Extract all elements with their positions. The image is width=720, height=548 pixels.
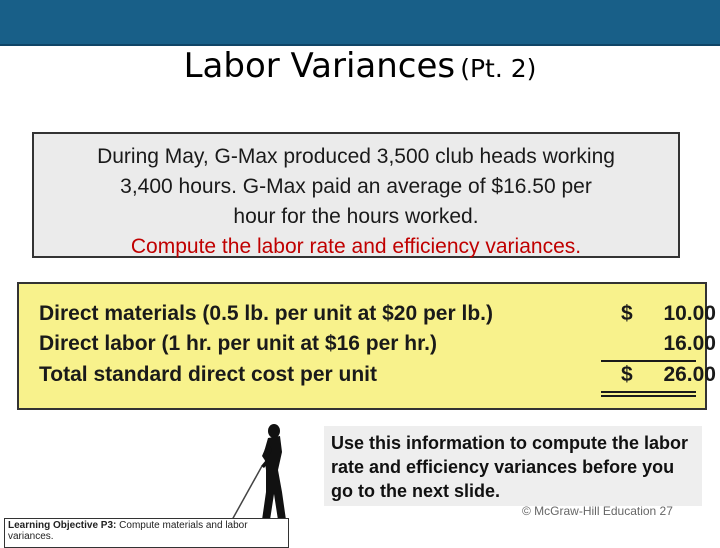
problem-line-1: During May, G-Max produced 3,500 club heads working bbox=[97, 145, 615, 168]
slide-title bbox=[0, 46, 720, 86]
instruction-box bbox=[324, 426, 702, 506]
total-double-rule-bottom bbox=[601, 395, 696, 397]
standard-cost-table bbox=[17, 282, 716, 410]
problem-line-3: hour for the hours worked. bbox=[233, 205, 479, 228]
cost-row-total bbox=[39, 361, 716, 391]
learning-objective-label: Learning Objective P3: bbox=[8, 520, 117, 531]
learning-objective-box bbox=[4, 518, 289, 548]
cost-amount: 16.00 bbox=[663, 332, 716, 355]
title-sub: (Pt. 2) bbox=[460, 54, 537, 83]
cost-amount: 26.00 bbox=[663, 363, 716, 386]
copyright-notice: © McGraw-Hill Education 27 bbox=[522, 504, 673, 518]
problem-line-2: 3,400 hours. G-Max paid an average of $16.50 per bbox=[120, 175, 592, 198]
dollar-sign: $ bbox=[621, 363, 633, 386]
cost-label: Direct materials (0.5 lb. per unit at $20 per lb.) bbox=[39, 302, 493, 325]
cost-label: Total standard direct cost per unit bbox=[39, 363, 377, 386]
learning-objective-text: Compute materials and labor variances. bbox=[8, 520, 248, 542]
title-main: Labor Variances bbox=[183, 46, 456, 86]
total-double-rule-top bbox=[601, 391, 696, 393]
dollar-sign: $ bbox=[621, 302, 633, 325]
cost-row-materials bbox=[39, 300, 716, 330]
problem-task: Compute the labor rate and efficiency variances. bbox=[130, 235, 582, 258]
cost-label: Direct labor (1 hr. per unit at $16 per hr.) bbox=[39, 332, 437, 355]
problem-statement-box bbox=[32, 132, 680, 258]
golfer-silhouette-icon bbox=[228, 422, 298, 522]
instruction-text: Use this information to compute the labor rate and efficiency variances before you go to the next slide. bbox=[331, 433, 689, 501]
cost-row-labor bbox=[39, 330, 716, 360]
header-bar bbox=[0, 0, 720, 46]
cost-amount: 10.00 bbox=[663, 302, 716, 325]
